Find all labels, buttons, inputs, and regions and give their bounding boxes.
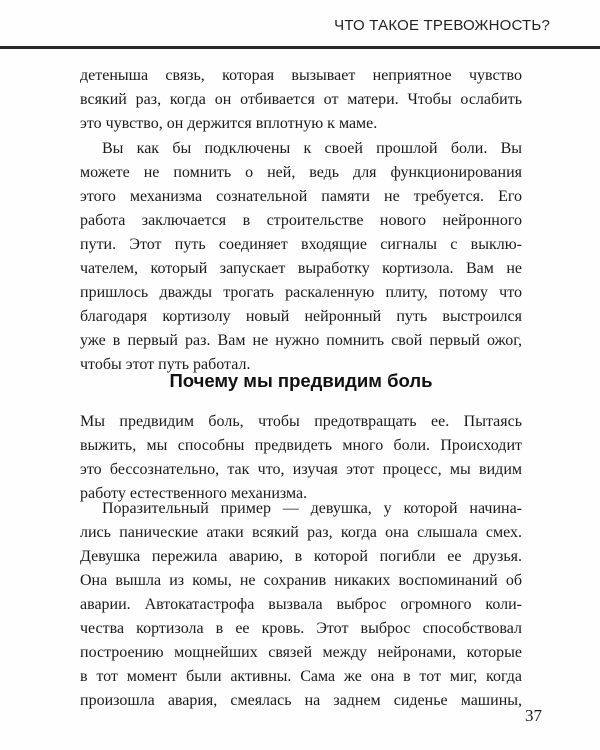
text-line: благодаря кортизолу новый нейронный путь выстроился xyxy=(80,308,522,325)
paragraph-past-pain xyxy=(80,137,522,377)
text-line: лись панические атаки всякий раз, когда она слышала смех. xyxy=(80,524,522,541)
paragraph-example xyxy=(80,497,522,713)
text-line: произошла авария, смеялась на заднем сиденье машины, xyxy=(80,692,522,709)
text-line: аварии. Автокатастрофа вызвала выброс огромного коли- xyxy=(80,596,522,613)
text-line: это чувство, он держится вплотную к маме. xyxy=(80,115,378,132)
text-line: Она вышла из комы, не сохранив никаких воспоминаний об xyxy=(80,572,522,589)
paragraph-continuation xyxy=(80,64,522,136)
running-header: ЧТО ТАКОЕ ТРЕВОЖНОСТЬ? xyxy=(334,17,550,34)
page-number: 37 xyxy=(525,706,542,725)
text-line: выжить, мы способны предвидеть много боли. Происходит xyxy=(80,437,522,454)
text-line: в тот момент были активны. Сама же она в тот миг, когда xyxy=(80,668,522,685)
text-line: работу естественного механизма. xyxy=(80,485,308,502)
text-line: построению мощнейших связей между нейронами, которые xyxy=(80,644,522,661)
text-line: чателем, который запускает выработку кортизола. Вам не xyxy=(80,260,522,277)
header-rule xyxy=(0,46,600,49)
section-heading: Почему мы предвидим боль xyxy=(169,370,433,391)
text-line: работа заключается в строительстве нового нейронного xyxy=(80,212,522,229)
text-line: пути. Этот путь соединяет входящие сигналы с выклю- xyxy=(80,236,522,253)
text-line: чтобы этот путь работал. xyxy=(80,356,251,373)
paragraph-section-intro xyxy=(80,410,522,506)
text-line: это бессознательно, так что, изучая этот процесс, мы видим xyxy=(80,461,522,478)
text-line: Поразительный пример — девушка, у которой начина- xyxy=(102,500,522,517)
text-line: Мы предвидим боль, чтобы предотвращать ее. Пытаясь xyxy=(80,413,522,430)
text-line: Девушка пережила аварию, в которой погибли ее друзья. xyxy=(80,548,522,565)
text-line: уже в первый раз. Вам не нужно помнить свой первый ожог, xyxy=(80,332,522,349)
text-line: этого механизма сознательной памяти не требуется. Его xyxy=(80,188,522,205)
text-line: детеныша связь, которая вызывает неприятное чувство xyxy=(80,67,522,84)
text-line: всякий раз, когда он отбивается от матери. Чтобы ослабить xyxy=(80,91,522,108)
text-line: можете не помнить о ней, ведь для функционирования xyxy=(80,164,522,181)
text-line: пришлось дважды трогать раскаленную плиту, потому что xyxy=(80,284,522,301)
text-line: чества кортизола в ее кровь. Этот выброс способствовал xyxy=(80,620,522,637)
text-line: Вы как бы подключены к своей прошлой боли. Вы xyxy=(102,140,522,157)
